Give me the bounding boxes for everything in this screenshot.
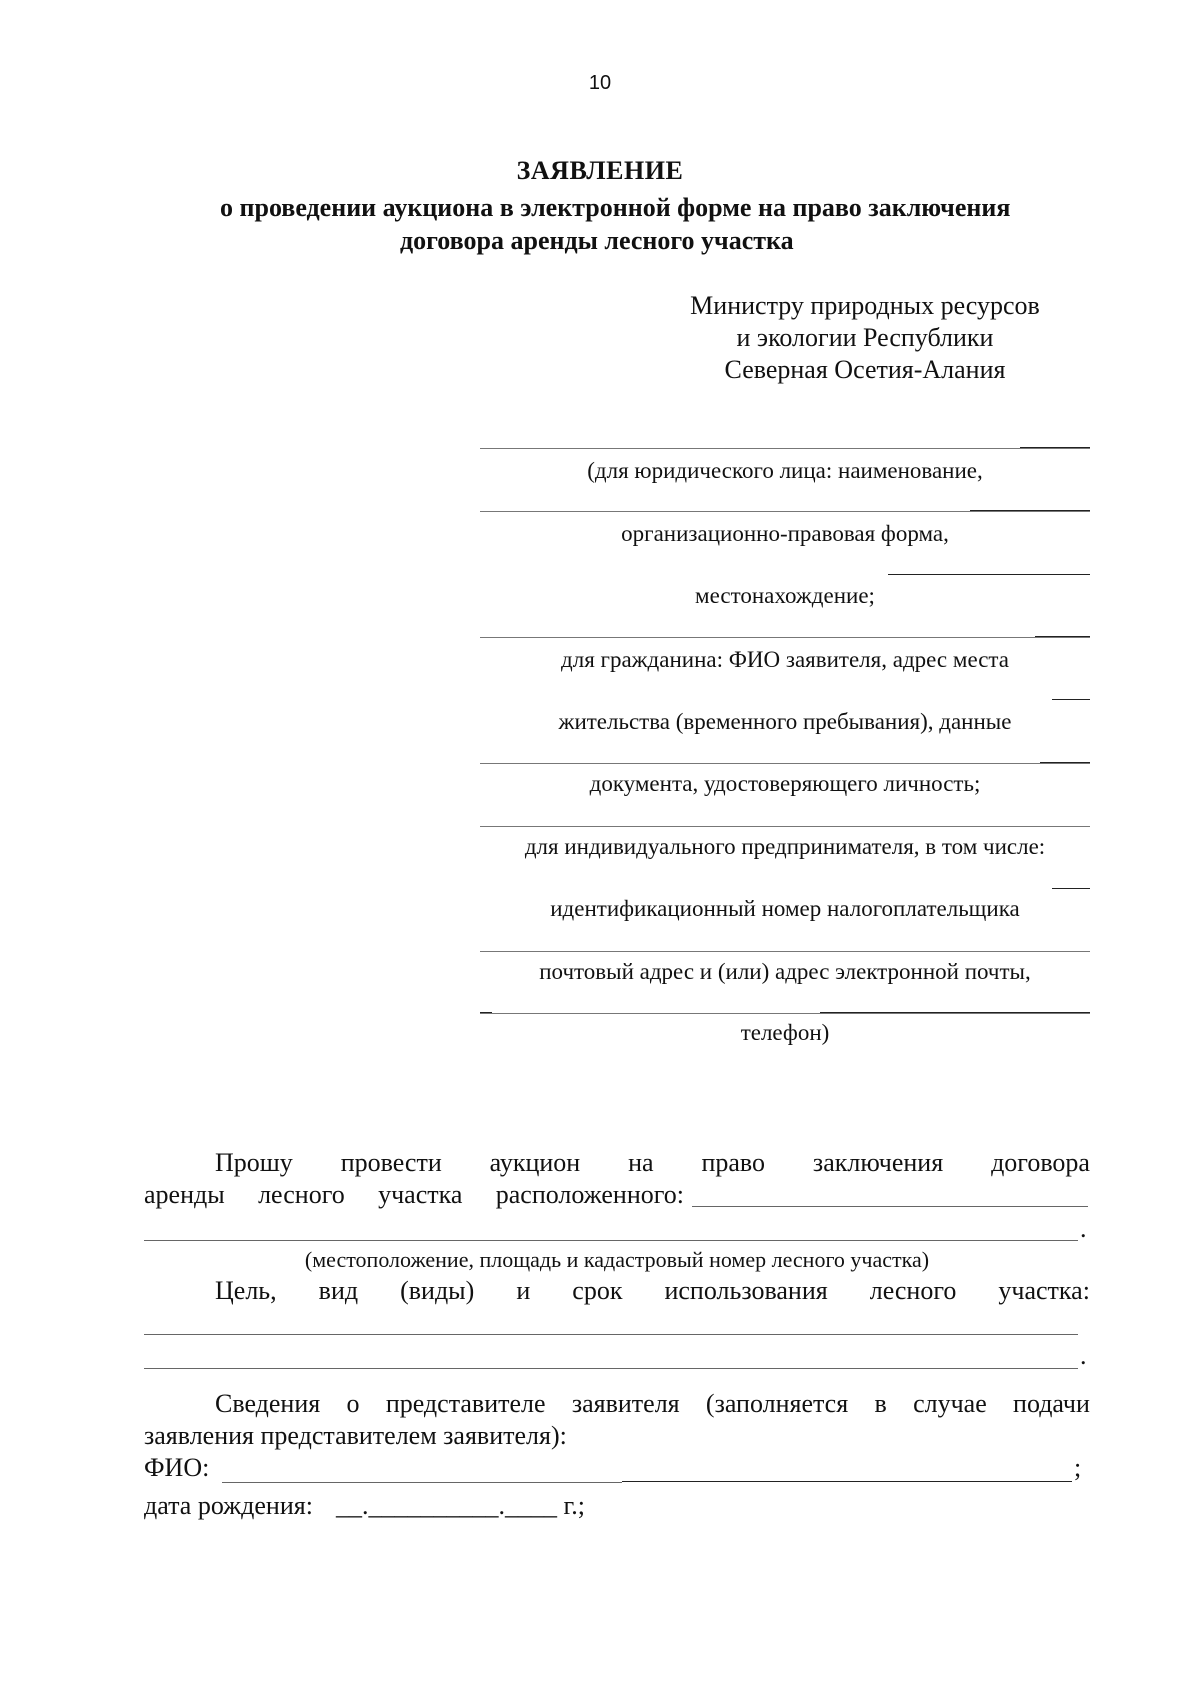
- fio-label: ФИО:: [144, 1453, 210, 1482]
- line-end-period: .: [1080, 1214, 1087, 1243]
- applicant-fill-line-end: [1040, 762, 1090, 763]
- purpose-word: срок: [572, 1276, 623, 1305]
- purpose-input-line-2[interactable]: [144, 1368, 1078, 1369]
- applicant-caption: идентификационный номер налогоплательщика: [550, 896, 1020, 921]
- fio-line-end: ;: [1074, 1453, 1082, 1482]
- applicant-fill-line[interactable]: [480, 448, 1090, 449]
- page-number: 10: [588, 72, 612, 94]
- purpose-word: лесного: [869, 1276, 957, 1305]
- request-line1: [215, 1148, 1090, 1178]
- applicant-fill-line[interactable]: [1052, 888, 1090, 889]
- applicant-fill-line-end: [1035, 636, 1090, 637]
- birth-date-field[interactable]: __.__________.____ г.;: [336, 1491, 585, 1520]
- document-title: ЗАЯВЛЕНИЕ: [516, 156, 684, 185]
- request-word: лесного: [258, 1180, 345, 1209]
- representative-line2: заявления представителем заявителя):: [144, 1421, 567, 1450]
- applicant-caption: местонахождение;: [695, 583, 875, 608]
- addressee-line: и экологии Республики: [736, 323, 994, 352]
- representative-word: заявителя: [571, 1389, 680, 1418]
- applicant-fill-line[interactable]: [1052, 699, 1090, 700]
- request-word: аукцион: [489, 1148, 581, 1177]
- applicant-fill-line[interactable]: [480, 511, 1090, 512]
- request-word: участка: [378, 1180, 463, 1209]
- applicant-fill-line-end: [1020, 447, 1090, 448]
- purpose-word: Цель,: [215, 1276, 277, 1305]
- applicant-caption: почтовый адрес и (или) адрес электронной почты,: [539, 959, 1031, 984]
- applicant-caption: жительства (временного пребывания), данные: [558, 709, 1012, 734]
- request-word: провести: [340, 1148, 442, 1177]
- purpose-word: вид: [318, 1276, 359, 1305]
- birth-date-label: дата рождения:: [144, 1491, 313, 1520]
- representative-line1: [215, 1389, 1090, 1419]
- applicant-caption: организационно-правовая форма,: [621, 521, 949, 546]
- request-word: заключения: [812, 1148, 944, 1177]
- applicant-fill-line[interactable]: [480, 826, 1090, 827]
- fio-input-line-end: [622, 1481, 1072, 1482]
- fio-input-line[interactable]: [222, 1482, 622, 1483]
- purpose-input-line[interactable]: [144, 1334, 1078, 1335]
- representative-word: в: [874, 1389, 887, 1418]
- applicant-fill-line[interactable]: [480, 763, 1090, 764]
- applicant-fill-line[interactable]: [888, 574, 1090, 575]
- applicant-fill-line[interactable]: [480, 1013, 1090, 1014]
- representative-word: (заполняется: [705, 1389, 849, 1418]
- request-word: право: [701, 1148, 766, 1177]
- location-input-line[interactable]: [692, 1206, 1088, 1207]
- purpose-line: [215, 1276, 1090, 1306]
- addressee-block: [670, 290, 1060, 386]
- applicant-caption: документа, удостоверяющего личность;: [589, 771, 981, 796]
- representative-word: Сведения: [215, 1389, 321, 1418]
- request-word: на: [628, 1148, 654, 1177]
- location-caption: (местоположение, площадь и кадастровый номер лесного участка): [304, 1247, 930, 1272]
- representative-word: подачи: [1013, 1389, 1090, 1418]
- purpose-word: использования: [664, 1276, 828, 1305]
- purpose-word: и: [516, 1276, 531, 1305]
- applicant-fill-line[interactable]: [480, 637, 1090, 638]
- purpose-word: (виды): [400, 1276, 475, 1305]
- applicant-caption: для гражданина: ФИО заявителя, адрес места: [561, 647, 1009, 672]
- applicant-fill-line-end: [820, 1012, 1090, 1013]
- applicant-fill-line-start: [480, 1012, 492, 1013]
- representative-word: случае: [913, 1389, 987, 1418]
- line-end-period: .: [1080, 1341, 1087, 1370]
- document-subtitle-line1: о проведении аукциона в электронной форме на право заключения: [220, 193, 1011, 222]
- request-word: договора: [991, 1148, 1090, 1177]
- request-word: аренды: [144, 1180, 225, 1209]
- request-line2: [144, 1180, 684, 1210]
- applicant-fill-line[interactable]: [480, 951, 1090, 952]
- addressee-line: Северная Осетия-Алания: [724, 355, 1006, 384]
- location-input-line-2[interactable]: [144, 1240, 1078, 1241]
- request-word: Прошу: [215, 1148, 293, 1177]
- title-block: [0, 156, 1200, 186]
- representative-word: о: [346, 1389, 360, 1418]
- representative-word: представителе: [385, 1389, 546, 1418]
- request-word: расположенного:: [495, 1180, 684, 1209]
- addressee-line: Министру природных ресурсов: [690, 291, 1040, 320]
- purpose-word: участка:: [998, 1276, 1090, 1305]
- applicant-fill-line-end: [970, 510, 1090, 511]
- applicant-caption: (для юридического лица: наименование,: [587, 458, 983, 483]
- applicant-caption: для индивидуального предпринимателя, в том числе:: [524, 834, 1046, 859]
- applicant-caption: телефон): [740, 1020, 830, 1045]
- document-subtitle-line2: договора аренды лесного участка: [400, 226, 794, 255]
